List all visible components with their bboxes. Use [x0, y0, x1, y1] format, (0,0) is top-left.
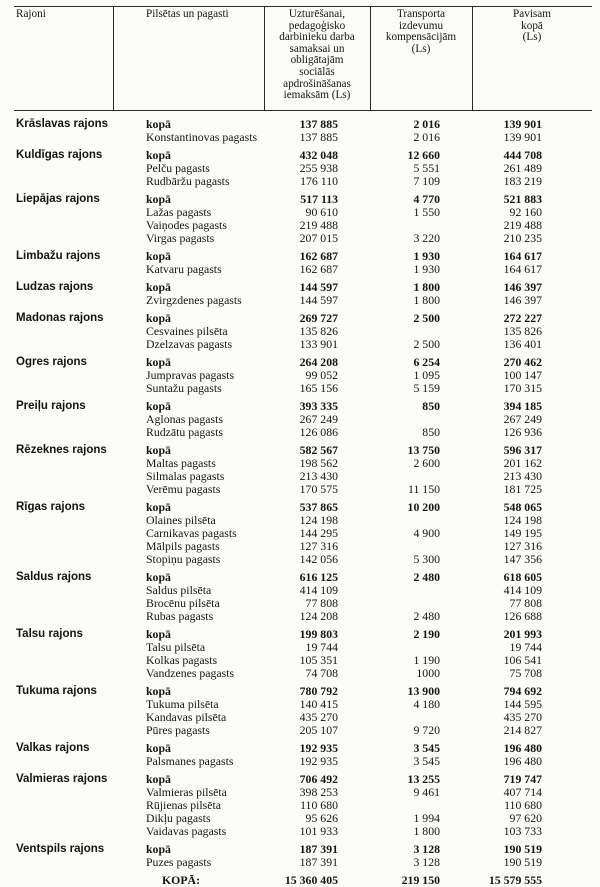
- pavisam-cell: 394 185: [503, 399, 542, 413]
- uzturesanai-cell: 198 562: [299, 456, 338, 470]
- table-row: [0, 856, 600, 869]
- uzturesanai-cell: 162 687: [299, 249, 338, 263]
- pagasts-cell: Carnikavas pagasts: [146, 526, 237, 540]
- pavisam-cell: 164 617: [503, 249, 542, 263]
- transporta-cell: 2 016: [413, 117, 440, 131]
- uzturesanai-cell: 127 316: [299, 539, 338, 553]
- transporta-cell: 9 720: [413, 723, 440, 737]
- pavisam-cell: 126 936: [503, 425, 542, 439]
- uzturesanai-cell: 414 109: [299, 583, 338, 597]
- uzturesanai-cell: 144 597: [299, 293, 338, 307]
- pagasts-cell: kopā: [146, 842, 171, 856]
- uzturesanai-cell: 124 208: [299, 609, 338, 623]
- pavisam-cell: 136 401: [503, 337, 542, 351]
- pavisam-cell: 75 708: [509, 666, 542, 680]
- uzturesanai-cell: 187 391: [299, 855, 338, 869]
- transporta-cell: 1 190: [413, 653, 440, 667]
- rajons-cell: Ogres rajons: [16, 356, 87, 368]
- pagasts-cell: Palsmanes pagasts: [146, 754, 234, 768]
- pavisam-cell: 124 198: [503, 513, 542, 527]
- transporta-cell: 1 800: [413, 280, 440, 294]
- uzturesanai-cell: 219 488: [299, 218, 338, 232]
- uzturesanai-cell: 124 198: [299, 513, 338, 527]
- pavisam-cell: 219 488: [503, 218, 542, 232]
- uzturesanai-cell: 213 430: [299, 469, 338, 483]
- table-row: [0, 294, 600, 307]
- pavisam-cell: 521 883: [503, 192, 542, 206]
- pavisam-cell: 444 708: [503, 148, 542, 162]
- pavisam-cell: 139 901: [503, 117, 542, 131]
- transporta-cell: 1 095: [413, 368, 440, 382]
- pagasts-cell: Pūres pagasts: [146, 723, 210, 737]
- pagasts-cell: Dzelzavas pagasts: [146, 337, 233, 351]
- pavisam-cell: 126 688: [503, 609, 542, 623]
- pagasts-cell: Aglonas pagasts: [146, 412, 223, 426]
- rajons-cell: Talsu rajons: [16, 628, 83, 640]
- pagasts-cell: Vandzenes pagasts: [146, 666, 235, 680]
- pagasts-cell: Olaines pilsēta: [146, 513, 216, 527]
- pagasts-cell: kopā: [146, 355, 171, 369]
- uzturesanai-cell: 99 052: [305, 368, 338, 382]
- pavisam-cell: 149 195: [503, 526, 542, 540]
- rajons-cell: Valmieras rajons: [16, 773, 108, 785]
- rajons-cell: Valkas rajons: [16, 742, 90, 754]
- table-row-total: [0, 874, 600, 887]
- uzturesanai-cell: 90 610: [305, 205, 338, 219]
- uzturesanai-cell: 142 056: [299, 552, 338, 566]
- transporta-cell: 5 551: [413, 161, 440, 175]
- uzturesanai-cell: 269 727: [299, 311, 338, 325]
- uzturesanai-cell: 706 492: [299, 772, 338, 786]
- uzturesanai-cell: 95 626: [305, 811, 338, 825]
- uzturesanai-cell: 267 249: [299, 412, 338, 426]
- table-row: [0, 755, 600, 768]
- pagasts-cell: kopā: [146, 443, 171, 457]
- pavisam-cell: 146 397: [503, 280, 542, 294]
- rajons-cell: Ludzas rajons: [16, 281, 94, 293]
- transporta-cell: 2 600: [413, 456, 440, 470]
- header-line: kompensācijām: [385, 31, 457, 44]
- pagasts-cell: kopā: [146, 192, 171, 206]
- header-line: samaksai un: [289, 42, 345, 55]
- rajons-cell: Rīgas rajons: [16, 501, 86, 513]
- pagasts-cell: kopā: [146, 772, 171, 786]
- pavisam-cell: 596 317: [503, 443, 542, 457]
- transporta-cell: 850: [422, 399, 440, 413]
- pavisam-cell: 210 235: [503, 231, 542, 245]
- uzturesanai-cell: 101 933: [299, 824, 338, 838]
- uzturesanai-cell: 133 901: [299, 337, 338, 351]
- header-line: obligātajām: [290, 54, 344, 67]
- pavisam-cell: 147 356: [503, 552, 542, 566]
- transporta-cell: 1000: [416, 666, 440, 680]
- pagasts-cell: Suntažu pagasts: [146, 381, 222, 395]
- transporta-cell: 4 180: [413, 697, 440, 711]
- pagasts-cell: Konstantinovas pagasts: [146, 130, 258, 144]
- header-line: sociālās: [299, 65, 335, 78]
- uzturesanai-cell: 137 885: [299, 117, 338, 131]
- header-line: (Ls): [411, 42, 431, 55]
- transporta-cell: 13 900: [407, 684, 440, 698]
- transporta-cell: 11 150: [407, 482, 440, 496]
- pavisam-cell: 181 725: [503, 482, 542, 496]
- table-row: [0, 175, 600, 188]
- transporta-cell: 1 800: [413, 824, 440, 838]
- pagasts-cell: Rudbāržu pagasts: [146, 174, 230, 188]
- transporta-cell: 2 016: [413, 130, 440, 144]
- pagasts-cell: Vaidavas pagasts: [146, 824, 227, 838]
- pagasts-cell: Maltas pagasts: [146, 456, 216, 470]
- transporta-cell: 9 461: [413, 785, 440, 799]
- transporta-cell: 1 800: [413, 293, 440, 307]
- pagasts-cell: Puzes pagasts: [146, 855, 212, 869]
- uzturesanai-cell: 74 708: [305, 666, 338, 680]
- pavisam-cell: 15 579 555: [488, 873, 542, 887]
- transporta-cell: 3 545: [413, 754, 440, 768]
- rajons-cell: Tukuma rajons: [16, 685, 97, 697]
- column-divider: [264, 6, 265, 110]
- pavisam-cell: 435 270: [503, 710, 542, 724]
- pavisam-cell: 618 605: [503, 570, 542, 584]
- pagasts-cell: Valmieras pilsēta: [146, 785, 227, 799]
- pavisam-cell: 146 397: [503, 293, 542, 307]
- pagasts-cell: Rubas pagasts: [146, 609, 214, 623]
- transporta-cell: 4 900: [413, 526, 440, 540]
- transporta-cell: 10 200: [407, 500, 440, 514]
- pagasts-cell: Dikļu pagasts: [146, 811, 211, 825]
- header-line: apdrošināšanas: [283, 77, 351, 90]
- transporta-cell: 3 220: [413, 231, 440, 245]
- pavisam-cell: 201 162: [503, 456, 542, 470]
- pagasts-cell: Zvirgzdenes pagasts: [146, 293, 242, 307]
- pagasts-cell: Virgas pagasts: [146, 231, 215, 245]
- transporta-cell: 13 255: [407, 772, 440, 786]
- pagasts-cell: Kandavas pilsēta: [146, 710, 227, 724]
- pavisam-cell: 261 489: [503, 161, 542, 175]
- pagasts-cell: Pelču pagasts: [146, 161, 210, 175]
- uzturesanai-cell: 192 935: [299, 741, 338, 755]
- header-line: Pavisam: [513, 8, 551, 20]
- pavisam-cell: 196 480: [503, 754, 542, 768]
- uzturesanai-cell: 135 826: [299, 324, 338, 338]
- pagasts-cell: kopā: [146, 684, 171, 698]
- header-pilsetas: Pilsētas un pagasti: [146, 8, 229, 20]
- pagasts-cell: kopā: [146, 570, 171, 584]
- pagasts-cell: kopā: [146, 311, 171, 325]
- pavisam-cell: 213 430: [503, 469, 542, 483]
- pavisam-cell: 548 065: [503, 500, 542, 514]
- pagasts-cell: Saldus pilsēta: [146, 583, 212, 597]
- pavisam-cell: 719 747: [503, 772, 542, 786]
- rajons-cell: Preiļu rajons: [16, 400, 86, 412]
- uzturesanai-cell: 105 351: [299, 653, 338, 667]
- uzturesanai-cell: 187 391: [299, 842, 338, 856]
- uzturesanai-cell: 264 208: [299, 355, 338, 369]
- pavisam-cell: 190 519: [503, 855, 542, 869]
- transporta-cell: 1 994: [413, 811, 440, 825]
- transporta-cell: 5 159: [413, 381, 440, 395]
- table-top-rule: [14, 6, 592, 7]
- rajons-cell: Saldus rajons: [16, 571, 92, 583]
- pagasts-cell: Silmalas pagasts: [146, 469, 225, 483]
- transporta-cell: 1 930: [413, 262, 440, 276]
- pagasts-cell: Jumpravas pagasts: [146, 368, 235, 382]
- pavisam-cell: 110 680: [504, 798, 542, 812]
- header-line: izdevumu: [398, 19, 444, 32]
- transporta-cell: 3 128: [413, 855, 440, 869]
- pagasts-cell: kopā: [146, 399, 171, 413]
- pagasts-cell: Cesvaines pilsēta: [146, 324, 228, 338]
- pavisam-cell: 196 480: [503, 741, 542, 755]
- pagasts-cell: kopā: [146, 741, 171, 755]
- pavisam-cell: 794 692: [503, 684, 542, 698]
- rajons-cell: Madonas rajons: [16, 312, 104, 324]
- rajons-cell: Rēzeknes rajons: [16, 444, 107, 456]
- header-line: Uzturēšanai,: [288, 8, 346, 20]
- table-row: [0, 553, 600, 566]
- pagasts-cell: Verēmu pagasts: [146, 482, 221, 496]
- pavisam-cell: 414 109: [503, 583, 542, 597]
- table-row: [0, 667, 600, 680]
- header-line: iemaksām (Ls): [283, 89, 351, 102]
- transporta-cell: 1 550: [413, 205, 440, 219]
- transporta-cell: 2 500: [413, 337, 440, 351]
- transporta-cell: 2 190: [413, 627, 440, 641]
- transporta-cell: 2 480: [413, 609, 440, 623]
- table-row: [0, 825, 600, 838]
- pagasts-cell: Lažas pagasts: [146, 205, 212, 219]
- table-row: [0, 483, 600, 496]
- table-row: [0, 263, 600, 276]
- transporta-cell: 1 930: [413, 249, 440, 263]
- pavisam-cell: 97 620: [509, 811, 542, 825]
- pavisam-cell: 77 808: [509, 596, 542, 610]
- uzturesanai-cell: 582 567: [299, 443, 338, 457]
- pavisam-cell: 407 714: [503, 785, 542, 799]
- pagasts-cell: Mālpils pagasts: [146, 539, 220, 553]
- transporta-cell: 3 545: [413, 741, 440, 755]
- uzturesanai-cell: 140 415: [299, 697, 338, 711]
- uzturesanai-cell: 393 335: [299, 399, 338, 413]
- header-uzturesanai: [266, 9, 368, 102]
- transporta-cell: 4 770: [413, 192, 440, 206]
- column-divider: [370, 6, 371, 110]
- uzturesanai-cell: 170 575: [299, 482, 338, 496]
- uzturesanai-cell: 780 792: [299, 684, 338, 698]
- pagasts-cell: Rūjienas pilsēta: [146, 798, 222, 812]
- table-row: [0, 338, 600, 351]
- column-divider: [113, 6, 114, 110]
- table-row: [0, 724, 600, 737]
- header-line: darbinieku darba: [279, 31, 355, 44]
- pavisam-cell: 214 827: [503, 723, 542, 737]
- uzturesanai-cell: 137 885: [299, 130, 338, 144]
- pagasts-cell: Brocēnu pilsēta: [146, 596, 220, 610]
- pavisam-cell: 267 249: [503, 412, 542, 426]
- pavisam-cell: 19 744: [509, 640, 542, 654]
- uzturesanai-cell: 192 935: [299, 754, 338, 768]
- uzturesanai-cell: 199 803: [299, 627, 338, 641]
- uzturesanai-cell: 19 744: [305, 640, 338, 654]
- uzturesanai-cell: 162 687: [299, 262, 338, 276]
- pagasts-cell: Rudzātu pagasts: [146, 425, 223, 439]
- header-rajoni: Rajoni: [16, 8, 46, 20]
- column-divider: [472, 6, 473, 110]
- rajons-cell: Liepājas rajons: [16, 193, 100, 205]
- uzturesanai-cell: 207 015: [299, 231, 338, 245]
- transporta-cell: 12 660: [407, 148, 440, 162]
- uzturesanai-cell: 110 680: [300, 798, 338, 812]
- uzturesanai-cell: 15 360 405: [284, 873, 338, 887]
- uzturesanai-cell: 616 125: [299, 570, 338, 584]
- pavisam-cell: 103 733: [503, 824, 542, 838]
- pavisam-cell: 190 519: [503, 842, 542, 856]
- pavisam-cell: 183 219: [503, 174, 542, 188]
- rajons-cell: Limbažu rajons: [16, 250, 101, 262]
- transporta-cell: 850: [422, 425, 440, 439]
- pavisam-cell: 164 617: [503, 262, 542, 276]
- uzturesanai-cell: 144 295: [299, 526, 338, 540]
- pagasts-cell: Katvaru pagasts: [146, 262, 222, 276]
- header-pavisam: [474, 9, 590, 44]
- uzturesanai-cell: 205 107: [299, 723, 338, 737]
- header-line: (Ls): [522, 31, 542, 44]
- header-line: kopā: [521, 19, 543, 32]
- pagasts-cell: kopā: [146, 500, 171, 514]
- pavisam-cell: 270 462: [503, 355, 542, 369]
- uzturesanai-cell: 398 253: [299, 785, 338, 799]
- pagasts-cell: kopā: [146, 148, 171, 162]
- rajons-cell: Ventspils rajons: [16, 843, 105, 855]
- pagasts-cell: kopā: [146, 627, 171, 641]
- pavisam-cell: 92 160: [509, 205, 542, 219]
- transporta-cell: 2 480: [413, 570, 440, 584]
- uzturesanai-cell: 255 938: [299, 161, 338, 175]
- uzturesanai-cell: 517 113: [300, 192, 338, 206]
- table-row: [0, 426, 600, 439]
- pavisam-cell: 170 315: [503, 381, 542, 395]
- uzturesanai-cell: 435 270: [299, 710, 338, 724]
- uzturesanai-cell: 176 110: [300, 174, 338, 188]
- pavisam-cell: 127 316: [503, 539, 542, 553]
- rajons-cell: Kuldīgas rajons: [16, 149, 103, 161]
- pagasts-cell: kopā: [146, 280, 171, 294]
- pagasts-cell: Tukuma pilsēta: [146, 697, 219, 711]
- pagasts-cell: Vaiņodes pagasts: [146, 218, 227, 232]
- transporta-cell: 7 109: [413, 174, 440, 188]
- uzturesanai-cell: 165 156: [299, 381, 338, 395]
- header-bottom-rule: [14, 110, 592, 111]
- table-row: [0, 232, 600, 245]
- uzturesanai-cell: 126 086: [299, 425, 338, 439]
- pavisam-cell: 144 595: [503, 697, 542, 711]
- pavisam-cell: 100 147: [503, 368, 542, 382]
- table-row: [0, 610, 600, 623]
- uzturesanai-cell: 537 865: [299, 500, 338, 514]
- header-transporta: [372, 9, 470, 55]
- transporta-cell: 219 150: [401, 873, 440, 887]
- pagasts-cell: Stopiņu pagasts: [146, 552, 221, 566]
- pavisam-cell: 106 541: [503, 653, 542, 667]
- uzturesanai-cell: 77 808: [305, 596, 338, 610]
- pagasts-cell: KOPĀ:: [162, 873, 201, 887]
- uzturesanai-cell: 432 048: [299, 148, 338, 162]
- pagasts-cell: Kolkas pagasts: [146, 653, 218, 667]
- header-line: Transporta: [396, 8, 446, 20]
- transporta-cell: 2 500: [413, 311, 440, 325]
- pavisam-cell: 201 993: [503, 627, 542, 641]
- rajons-cell: Krāslavas rajons: [16, 118, 109, 130]
- header-line: pedagoģisko: [288, 19, 346, 32]
- uzturesanai-cell: 144 597: [299, 280, 338, 294]
- pavisam-cell: 135 826: [503, 324, 542, 338]
- table-row: [0, 131, 600, 144]
- pagasts-cell: Talsu pilsēta: [146, 640, 206, 654]
- table-row: [0, 382, 600, 395]
- transporta-cell: 5 300: [413, 552, 440, 566]
- transporta-cell: 13 750: [407, 443, 440, 457]
- pagasts-cell: kopā: [146, 249, 171, 263]
- transporta-cell: 3 128: [413, 842, 440, 856]
- pagasts-cell: kopā: [146, 117, 171, 131]
- pavisam-cell: 272 227: [503, 311, 542, 325]
- pavisam-cell: 139 901: [503, 130, 542, 144]
- transporta-cell: 6 254: [413, 355, 440, 369]
